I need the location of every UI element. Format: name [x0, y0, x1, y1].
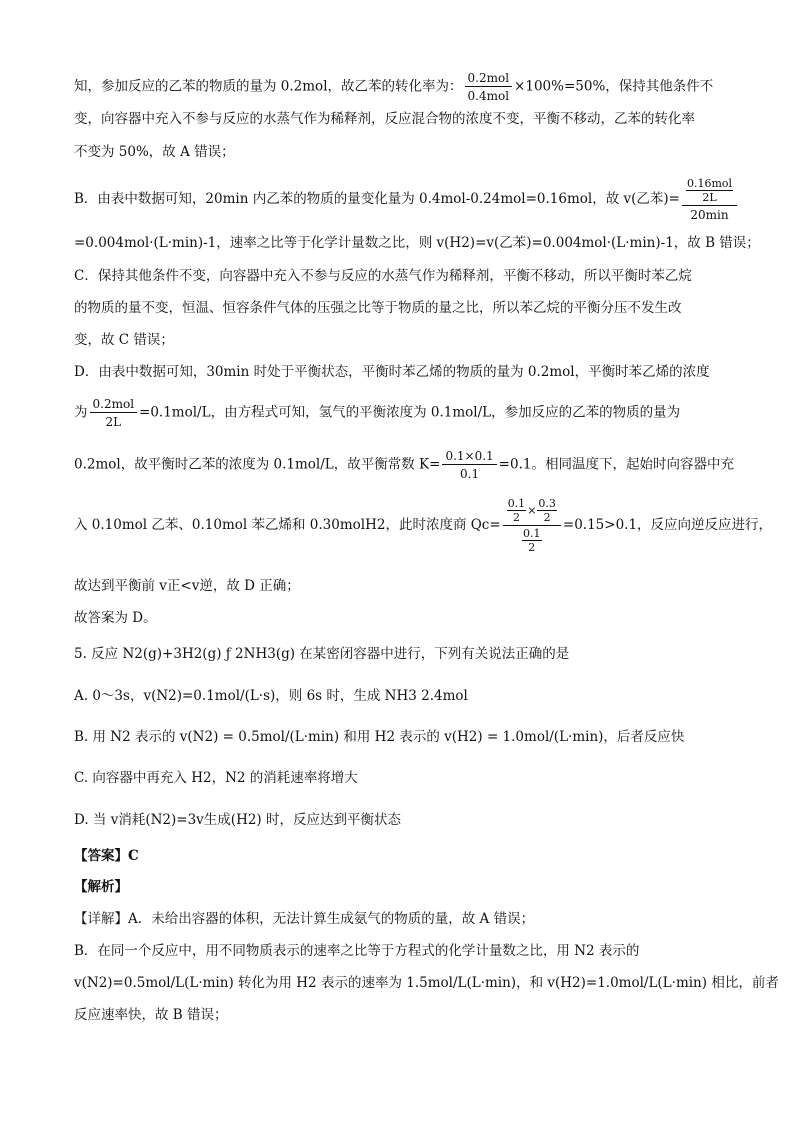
quotient-bottom: [503, 526, 561, 555]
text-line-9: D．由表中数据可知，30min 时处于平衡状态，平衡时苯乙烯的物质的量为 0.2mol，平衡时苯乙烯的浓度: [74, 364, 710, 380]
line-12-text-b: =0.15>0.1，反应向逆反应进行，: [562, 516, 773, 533]
text-line-2: 变，向容器中充入不参与反应的水蒸气作为稀释剂，反应混合物的浓度不变，平衡不移动，乙苯的转化率: [74, 111, 695, 127]
line-1-text-b: ×100%=50%，保持其他条件不: [514, 78, 714, 95]
q3-den: 2: [528, 541, 536, 554]
text-line-4: [74, 178, 739, 221]
fraction-numerator: 0.2mol: [465, 72, 513, 87]
q2-num: 0.3: [538, 497, 556, 510]
option-d: D. 当 v消耗(N2)=3v生成(H2) 时，反应达到平衡状态: [74, 812, 401, 828]
concentration-den: 2L: [105, 415, 122, 429]
conversion-fraction: [465, 72, 513, 102]
detail-line-2: B．在同一个反应中，用不同物质表示的速率之比等于方程式的化学计量数之比，用 N2 表示的: [74, 943, 640, 959]
answer-label: 【答案】C: [74, 848, 139, 864]
rate-inner-den: 2L: [702, 191, 717, 204]
text-line-1: [74, 72, 713, 102]
fraction-denominator: 0.4mol: [467, 89, 510, 103]
q2-den: 2: [543, 511, 551, 524]
quotient-term-3: [522, 528, 542, 553]
analysis-label: 【解析】: [74, 879, 128, 895]
line-10-text-a: 为: [74, 404, 88, 421]
line-11-text-b: =0.1。相同温度下，起始时向容器中充: [498, 456, 734, 473]
line-12-text-a: 入 0.10mol 乙苯、0.10mol 苯乙烯和 0.30molH2，此时浓度商 Qc=: [74, 516, 501, 533]
text-line-7: 的物质的量不变，恒温、恒容条件气体的压强之比等于物质的量之比，所以苯乙烷的平衡分压不发生改: [74, 300, 682, 316]
quotient-top: [503, 496, 561, 526]
question-5-stem: 5. 反应 N2(g)+3H2(g) ƒ 2NH3(g) 在某密闭容器中进行，下列有关说法正确的是: [74, 646, 570, 662]
option-a: A. 0～3s，v(N2)=0.1mol/(L·s)，则 6s 时，生成 NH3 2.4mol: [74, 688, 468, 704]
line-11-text-a: 0.2mol，故平衡时乙苯的浓度为 0.1mol/L，故平衡常数 K=: [74, 456, 441, 473]
k-num: 0.1×0.1: [442, 450, 496, 465]
q1-num: 0.1: [507, 497, 526, 510]
concentration-fraction: [90, 398, 138, 428]
text-line-14: 故答案为 D。: [74, 610, 157, 626]
text-line-13: 故达到平衡前 v正<v逆，故 D 正确；: [74, 578, 300, 594]
detail-line-4: 反应速率快，故 B 错误；: [74, 1007, 228, 1023]
detail-line-1: 【详解】A．未给出容器的体积，无法计算生成氨气的物质的量，故 A 错误；: [74, 911, 535, 927]
rate-fraction-den: 20min: [690, 208, 729, 222]
q1-den: 2: [512, 511, 520, 524]
text-line-5: =0.004mol·(L·min)-1，速率之比等于化学计量数之比，则 v(H2)=v(乙苯)=0.004mol·(L·min)-1，故 B 错误；: [74, 235, 760, 251]
quotient-term-2: [537, 498, 557, 523]
text-line-11: [74, 450, 734, 480]
text-line-8: 变，故 C 错误；: [74, 332, 174, 348]
equilibrium-constant-fraction: [442, 450, 496, 480]
line-4-text-a: B．由表中数据可知，20min 内乙苯的物质的量变化量为 0.4mol-0.24mol=0.16mol，故 v(乙苯)=: [74, 190, 680, 207]
text-line-6: C．保持其他条件不变，向容器中充入不参与反应的水蒸气作为稀释剂，平衡不移动，所以平衡时苯乙烷: [74, 268, 692, 284]
rate-fraction-top: [682, 178, 737, 206]
quotient-term-1: [507, 498, 527, 523]
text-line-3: 不变为 50%，故 A 错误；: [74, 144, 235, 160]
times-sign: ×: [527, 504, 537, 517]
line-1-text-a: 知，参加反应的乙苯的物质的量为 0.2mol，故乙苯的转化率为：: [74, 78, 463, 95]
rate-inner-num: 0.16mol: [686, 177, 733, 190]
option-b: B. 用 N2 表示的 v(N2) = 0.5mol/(L·min) 和用 H2 表示的 v(H2) = 1.0mol/(L·min)，后者反应快: [74, 729, 685, 745]
concentration-num: 0.2mol: [90, 398, 138, 413]
text-line-10: [74, 398, 680, 428]
quotient-fraction: [503, 496, 561, 555]
text-line-12: [74, 496, 772, 555]
rate-fraction: [682, 178, 737, 221]
q3-num: 0.1: [523, 527, 541, 540]
detail-line-3: v(N2)=0.5mol/L(L·min) 转化为用 H2 表示的速率为 1.5mol/L(L·min)，和 v(H2)=1.0mol/L(L·min) 相比，前者: [74, 975, 779, 991]
rate-inner-fraction: [686, 178, 733, 203]
option-c: C. 向容器中再充入 H2，N2 的消耗速率将增大: [74, 770, 358, 786]
k-den: 0.1: [460, 467, 480, 481]
line-10-text-b: =0.1mol/L，由方程式可知，氢气的平衡浓度为 0.1mol/L，参加反应的乙苯的物质的量为: [139, 404, 681, 421]
